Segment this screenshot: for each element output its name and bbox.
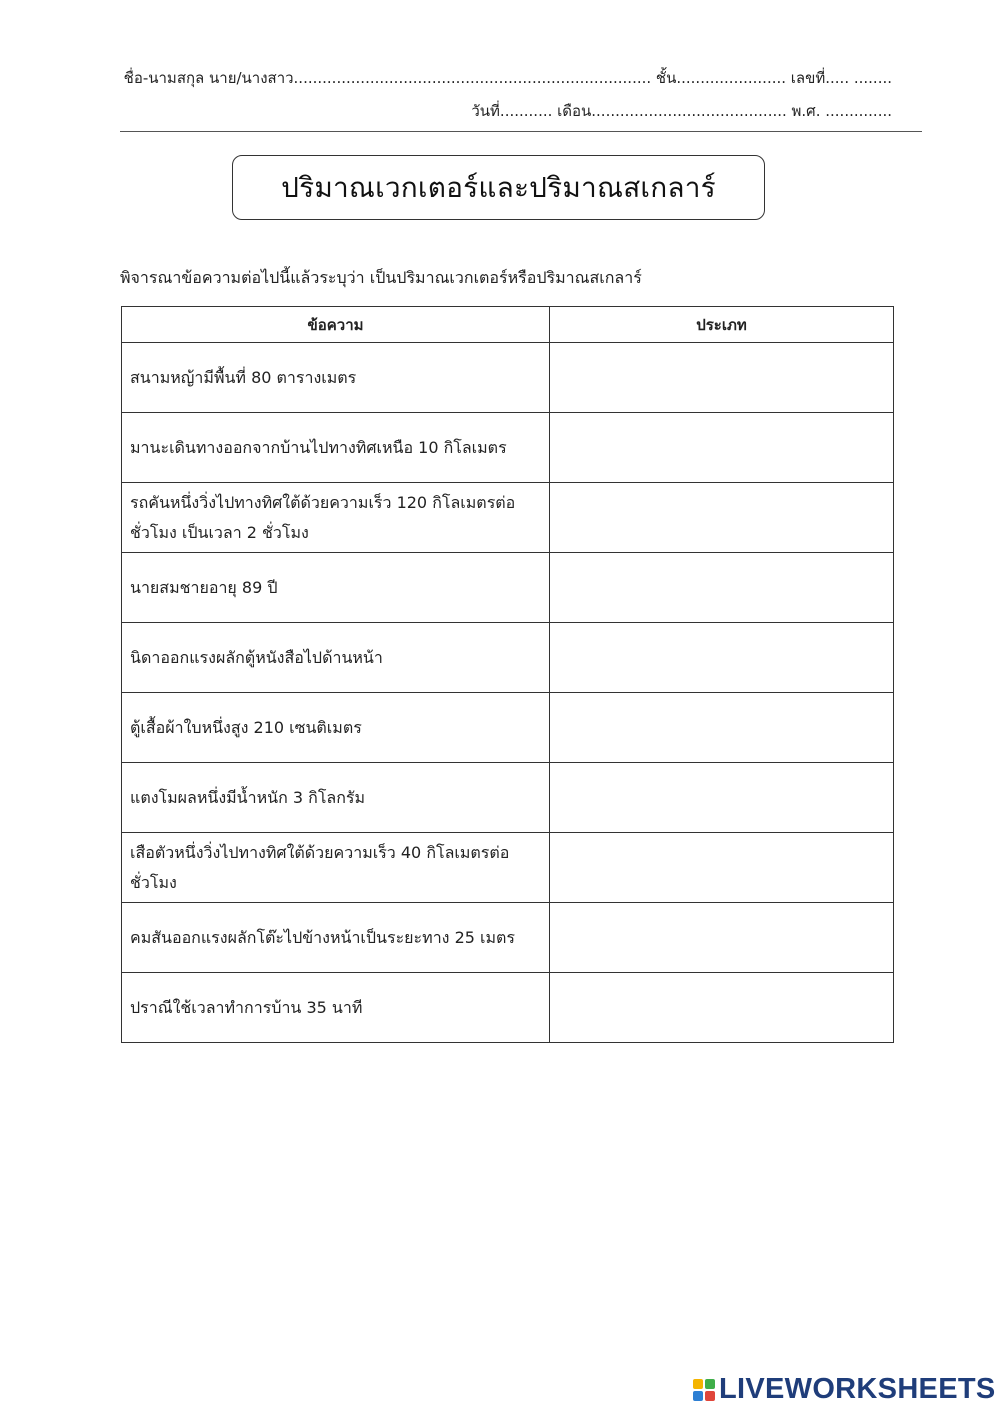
table-row (122, 483, 894, 553)
column-header-statement: ข้อความ (122, 307, 550, 343)
table-row (122, 623, 894, 693)
statement-cell: สนามหญ้ามีพื้นที่ 80 ตารางเมตร (122, 343, 550, 413)
statement-cell: คมสันออกแรงผลักโต๊ะไปข้างหน้าเป็นระยะทาง 25 เมตร (122, 903, 550, 973)
instruction-text: พิจารณาข้อความต่อไปนี้แล้วระบุว่า เป็นปริมาณเวกเตอร์หรือปริมาณสเกลาร์ (120, 268, 642, 287)
answer-field[interactable] (550, 833, 894, 903)
table-row (122, 413, 894, 483)
name-class-number-line: ชื่อ-นามสกุล นาย/นางสาว........................................................................... ชั้น....................... เลขที่..... ........ (123, 69, 892, 87)
statement-cell: นายสมชายอายุ 89 ปี (122, 553, 550, 623)
answer-field[interactable] (550, 693, 894, 763)
worksheet-table (121, 306, 894, 1043)
answer-field[interactable] (550, 903, 894, 973)
statement-cell: รถคันหนึ่งวิ่งไปทางทิศใต้ด้วยความเร็ว 120 กิโลเมตรต่อชั่วโมง เป็นเวลา 2 ชั่วโมง (122, 483, 550, 553)
table-row (122, 553, 894, 623)
answer-field[interactable] (550, 623, 894, 693)
table-row (122, 973, 894, 1043)
statement-cell: แตงโมผลหนึ่งมีน้ำหนัก 3 กิโลกรัม (122, 763, 550, 833)
answer-field[interactable] (550, 763, 894, 833)
worksheet-title: ปริมาณเวกเตอร์และปริมาณสเกลาร์ (281, 170, 716, 204)
statement-cell: มานะเดินทางออกจากบ้านไปทางทิศเหนือ 10 กิโลเมตร (122, 413, 550, 483)
table-row (122, 343, 894, 413)
table-row (122, 903, 894, 973)
header-divider (120, 131, 922, 132)
statement-cell: ตู้เสื้อผ้าใบหนึ่งสูง 210 เซนติเมตร (122, 693, 550, 763)
liveworksheets-brand (693, 1373, 996, 1406)
table-row (122, 833, 894, 903)
answer-field[interactable] (550, 343, 894, 413)
date-line: วันที่........... เดือน......................................... พ.ศ. .............. (471, 102, 892, 120)
title-box (232, 155, 765, 220)
answer-field[interactable] (550, 483, 894, 553)
statement-cell: เสือตัวหนึ่งวิ่งไปทางทิศใต้ด้วยความเร็ว 40 กิโลเมตรต่อชั่วโมง (122, 833, 550, 903)
statement-cell: นิดาออกแรงผลักตู้หนังสือไปด้านหน้า (122, 623, 550, 693)
statement-cell: ปราณีใช้เวลาทำการบ้าน 35 นาที (122, 973, 550, 1043)
table-header-row (122, 307, 894, 343)
column-header-type: ประเภท (550, 307, 894, 343)
table-row (122, 763, 894, 833)
liveworksheets-logo-icon (693, 1379, 715, 1401)
brand-wordmark: LIVEWORKSHEETS (719, 1373, 996, 1405)
answer-field[interactable] (550, 553, 894, 623)
answer-field[interactable] (550, 973, 894, 1043)
answer-field[interactable] (550, 413, 894, 483)
table-row (122, 693, 894, 763)
